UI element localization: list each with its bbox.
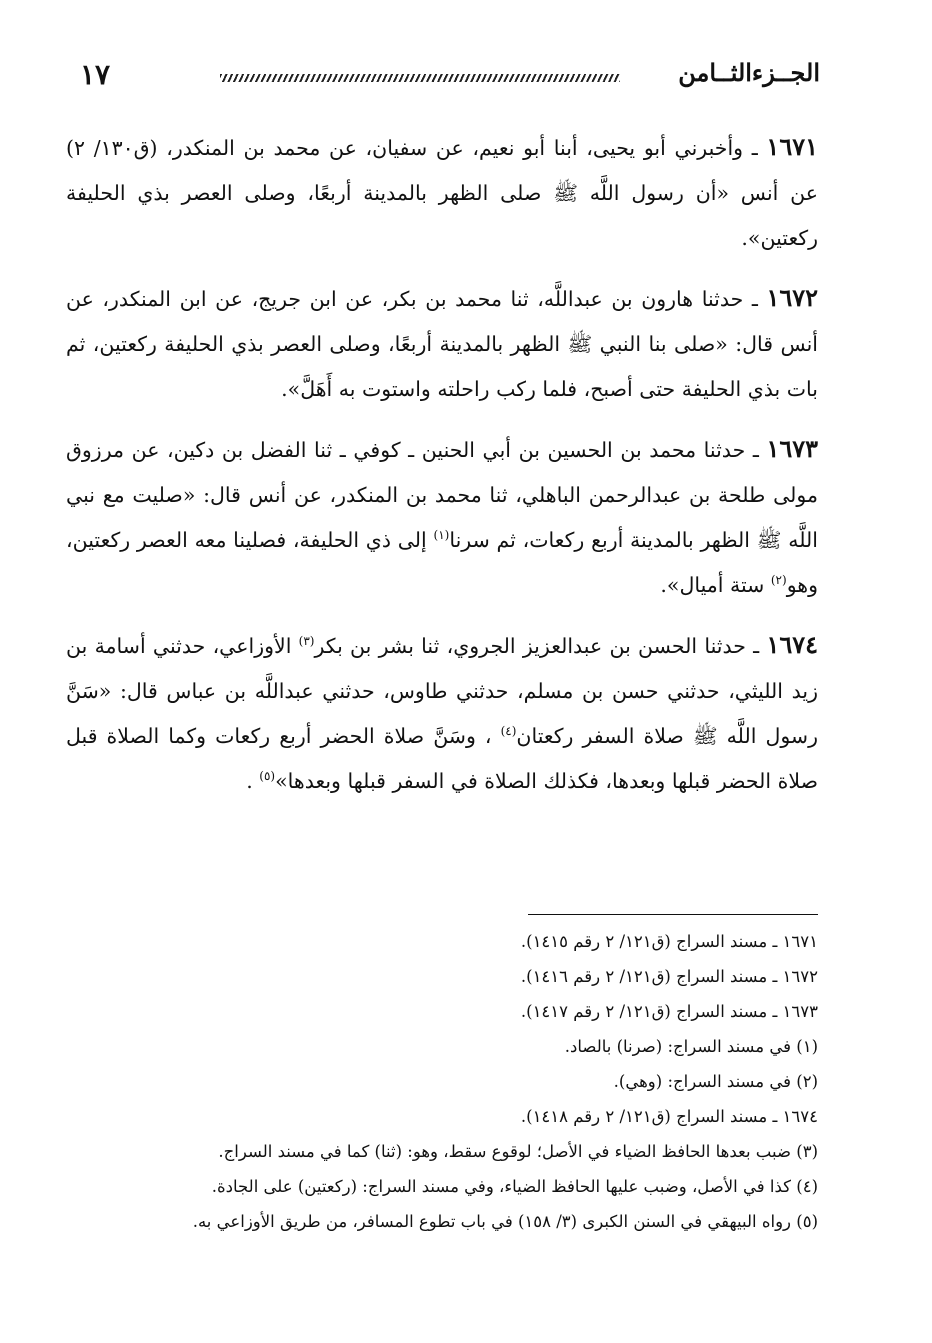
footnote-separator [528,914,818,915]
footnote-ref-4[interactable]: (٤) [500,724,517,739]
hadith-text: ، وسَنَّ صلاة الحضر أربع ركعات وكما الصلاة قبل صلاة الحضر قبلها وبعدها، فكذلك الصلاة في السفر قبلها وبعدها» [66,724,818,793]
footnote-line: ١٦٧٣ ـ مسند السراج (ق١٢١/ ٢ رقم ١٤١٧). [520,1002,818,1021]
hadith-1672 [66,275,818,412]
hadith-text: ـ حدثنا هارون بن عبداللَّه، ثنا محمد بن بكر، عن ابن جريج، عن ابن المنكدر، عن أنس قال: «صلى بنا النبي ﷺ الظهر بالمدينة أربعًا، وصلى العصر بذي الحليفة ركعتين، ثم بات بذي الحليفة حتى أصبح، فلما ركب راحلته واستوت به أَهَلَّ». [66,287,818,401]
hadith-number: ١٦٧١ [766,132,818,161]
page-header [60,56,820,96]
hadith-1674 [66,622,818,804]
hadith-number: ١٦٧٤ [766,630,818,659]
footnote-line: (٢) في مسند السراج: (وهي). [613,1072,818,1091]
footnote-ref-2[interactable]: (٢) [770,573,787,588]
footnote-line: ١٦٧٤ ـ مسند السراج (ق١٢١/ ٢ رقم ١٤١٨). [520,1107,818,1126]
page-number: ١٧ [80,58,111,91]
hadith-text: الأوزاعي، حدثني أسامة بن زيد الليثي، حدثني حسن بن مسلم، حدثني طاوس، حدثني عبداللَّه بن عباس قال: «سَنَّ رسول اللَّه ﷺ صلاة السفر ركعتان [66,634,819,748]
footnote-line: ١٦٧١ ـ مسند السراج (ق١٢١/ ٢ رقم ١٤١٥). [520,932,818,951]
footnotes [66,924,818,1239]
hadith-text: إلى ذي الحليفة، فصلينا معه العصر ركعتين، وهو [66,528,818,597]
footnote-ref-3[interactable]: (٣) [298,634,315,649]
hadith-text: ستة أميال». [660,573,771,597]
hadith-number: ١٦٧٣ [766,434,818,463]
hadith-text: ـ وأخبرني أبو يحيى، أبنا أبو نعيم، عن سفيان، عن محمد بن المنكدر، (ق١٣٠/ ٢) عن أنس «أن رسول اللَّه ﷺ صلى الظهر بالمدينة أربعًا، وصلى العصر بذي الحليفة ركعتين». [66,136,818,250]
footnote-ref-5[interactable]: (٥) [259,769,276,784]
footnote-line: ١٦٧٢ ـ مسند السراج (ق١٢١/ ٢ رقم ١٤١٦). [520,967,818,986]
main-text [66,124,818,818]
hadith-number: ١٦٧٢ [766,283,818,312]
hadith-text: ـ حدثنا الحسن بن عبدالعزيز الجروي، ثنا بشر بن بكر [314,634,767,658]
footnote-line: (١) في مسند السراج: (صرنا) بالصاد. [564,1037,818,1056]
footnote-line: (٤) كذا في الأصل، وضبب عليها الحافظ الضياء، وفي مسند السراج: (ركعتين) على الجادة. [211,1177,818,1196]
footnote-line: (٥) رواه البيهقي في السنن الكبرى (٣/ ١٥٨) في باب تطوع المسافر، من طريق الأوزاعي به. [192,1212,818,1231]
hadith-text: . [246,769,260,793]
header-decorative-rule [220,74,620,82]
hadith-1671 [66,124,818,261]
hadith-text: ـ حدثنا محمد بن الحسين بن أبي الحنين ـ كوفي ـ ثنا الفضل بن دكين، عن مرزوق مولى طلحة بن عبدالرحمن الباهلي، ثنا محمد بن المنكدر، عن أنس قال: «صليت مع نبي اللَّه ﷺ الظهر بالمدينة أربع ركعات، ثم سرنا [66,438,818,552]
footnote-line: (٣) ضبب بعدها الحافظ الضياء في الأصل؛ لوقوع سقط، وهو: (ثنا) كما في مسند السراج. [218,1142,818,1161]
footnote-ref-1[interactable]: (١) [433,528,450,543]
part-title: الجــزءالثــامن [678,58,820,87]
hadith-1673 [66,426,818,608]
